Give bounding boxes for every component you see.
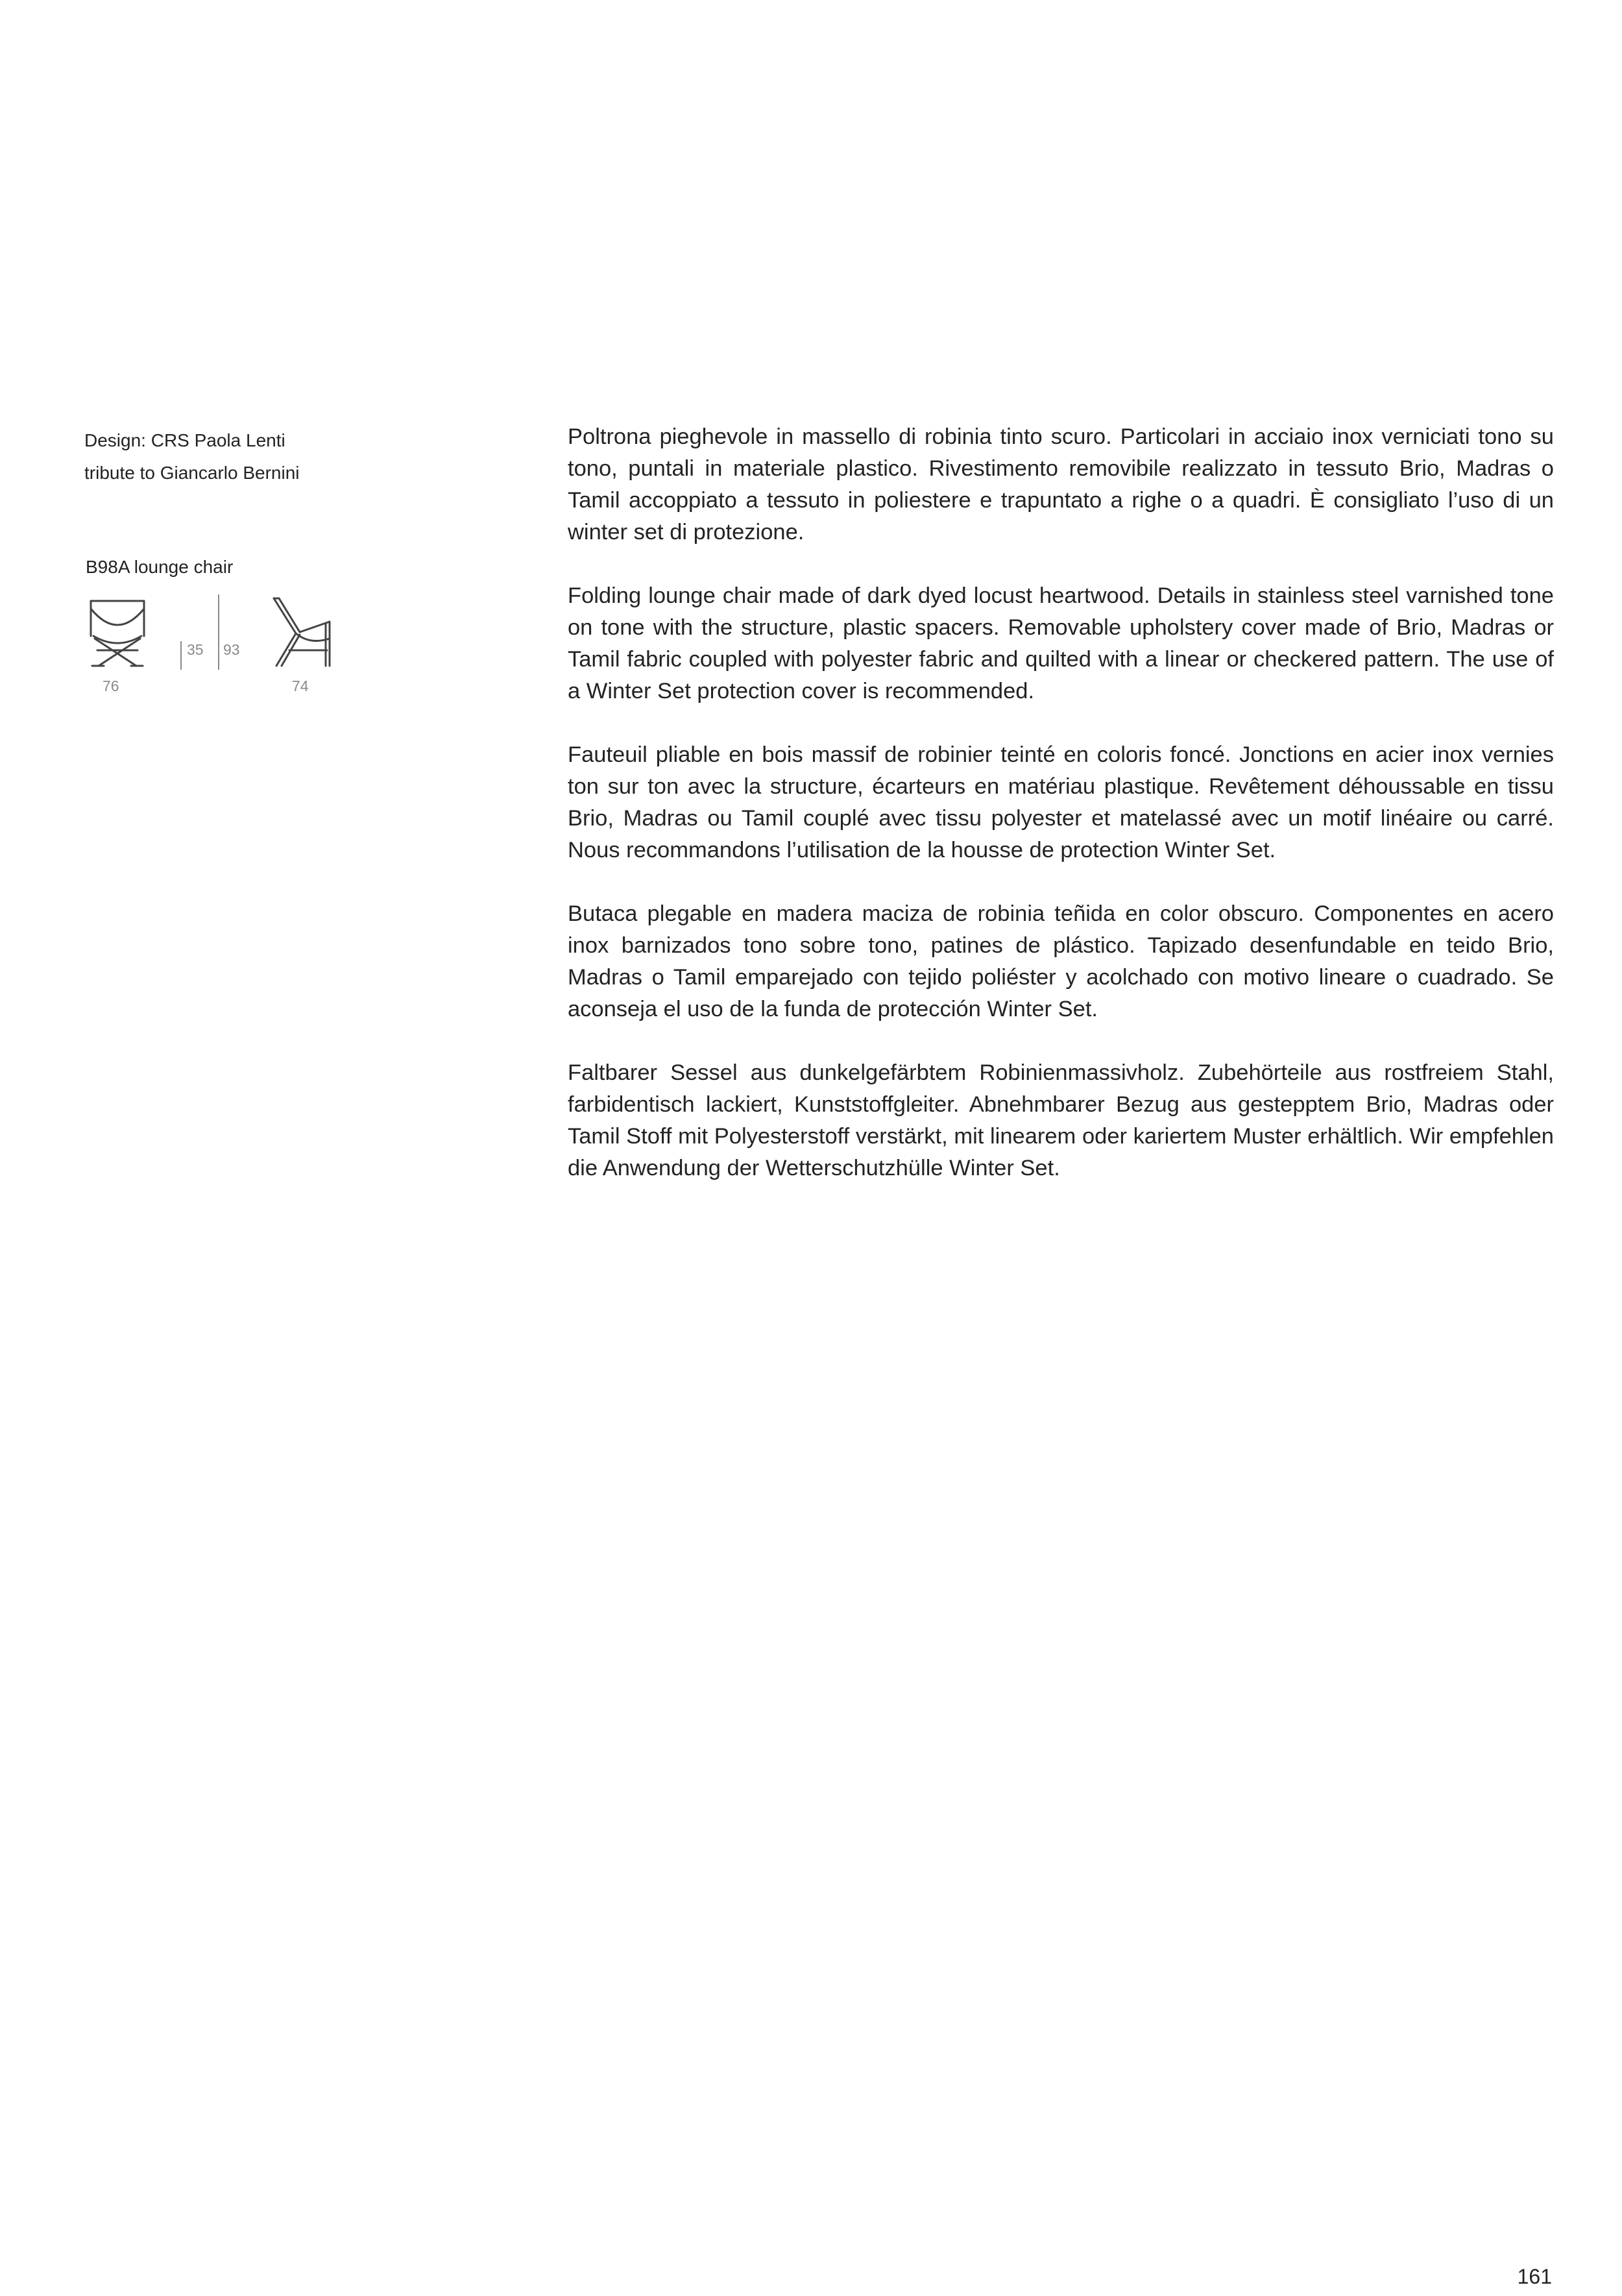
description-french: Fauteuil pliable en bois massif de robinier teinté en coloris foncé. Jonctions en acier inox vernies ton sur ton avec la structure, écarteurs en matériau plastique. Revêtement déhoussable en tissu Brio, Madras ou Tamil couplé avec tissu polyester et matelassé avec un motif linéaire ou carré. Nous recommandons l’utilisation de la housse de protection Winter Set. (568, 742, 1554, 862)
design-credit: Design: CRS Paola Lenti (84, 430, 285, 450)
chair-front-icon (86, 596, 151, 670)
description-german: Faltbarer Sessel aus dunkelgefärbtem Robinienmassivholz. Zubehörteile aus rostfreiem Stahl, farbidentisch lackiert, Kunststoffgleiter. Abnehmbarer Bezug aus gestepptem Brio, Madras oder Tamil Stoff mit Polyesterstoff verstärkt, mit linearem oder kariertem Muster erhältlich. Wir empfehlen die Anwendung der Wetterschutzhülle Winter Set. (568, 1060, 1554, 1180)
description-spanish: Butaca plegable en madera maciza de robinia teñida en color obscuro. Componentes en acero inox barnizados tono sobre tono, patines de plástico. Tapizado desenfundable en teido Brio, Madras o Tamil emparejado con tejido poliéster y acolchado con motivo lineare o cuadrado. Se aconseja el uso de la funda de protección Winter Set. (568, 901, 1554, 1021)
chair-side-icon (270, 596, 335, 670)
side-depth-label: 74 (292, 678, 309, 694)
product-sidebar (84, 424, 474, 698)
description-italian: Poltrona pieghevole in massello di robinia tinto scuro. Particolari in acciaio inox verniciati tono su tono, puntali in materiale plastico. Rivestimento removibile realizzato in tessuto Brio, Madras o Tamil accoppiato a tessuto in poliestere e trapuntato a righe o a quadri. È consigliato l’uso di un winter set di protezione. (568, 424, 1554, 544)
total-height-line (218, 594, 219, 670)
description-column (568, 421, 1554, 1216)
tribute-credit: tribute to Giancarlo Bernini (84, 463, 300, 483)
seat-height-label: 35 (187, 641, 204, 658)
product-name: B98A lounge chair (86, 557, 234, 577)
seat-height-line (180, 641, 182, 670)
description-english: Folding lounge chair made of dark dyed locust heartwood. Details in stainless steel varnished tone on tone with the structure, plastic spacers. Removable upholstery cover made of Brio, Madras or Tamil fabric coupled with polyester fabric and quilted with a linear or checkered pattern. The use of a Winter Set protection cover is recommended. (568, 583, 1554, 703)
front-width-label: 76 (103, 678, 119, 694)
dimension-drawing (84, 594, 344, 698)
page-number: 161 (1517, 2265, 1552, 2288)
total-height-label: 93 (223, 641, 240, 658)
